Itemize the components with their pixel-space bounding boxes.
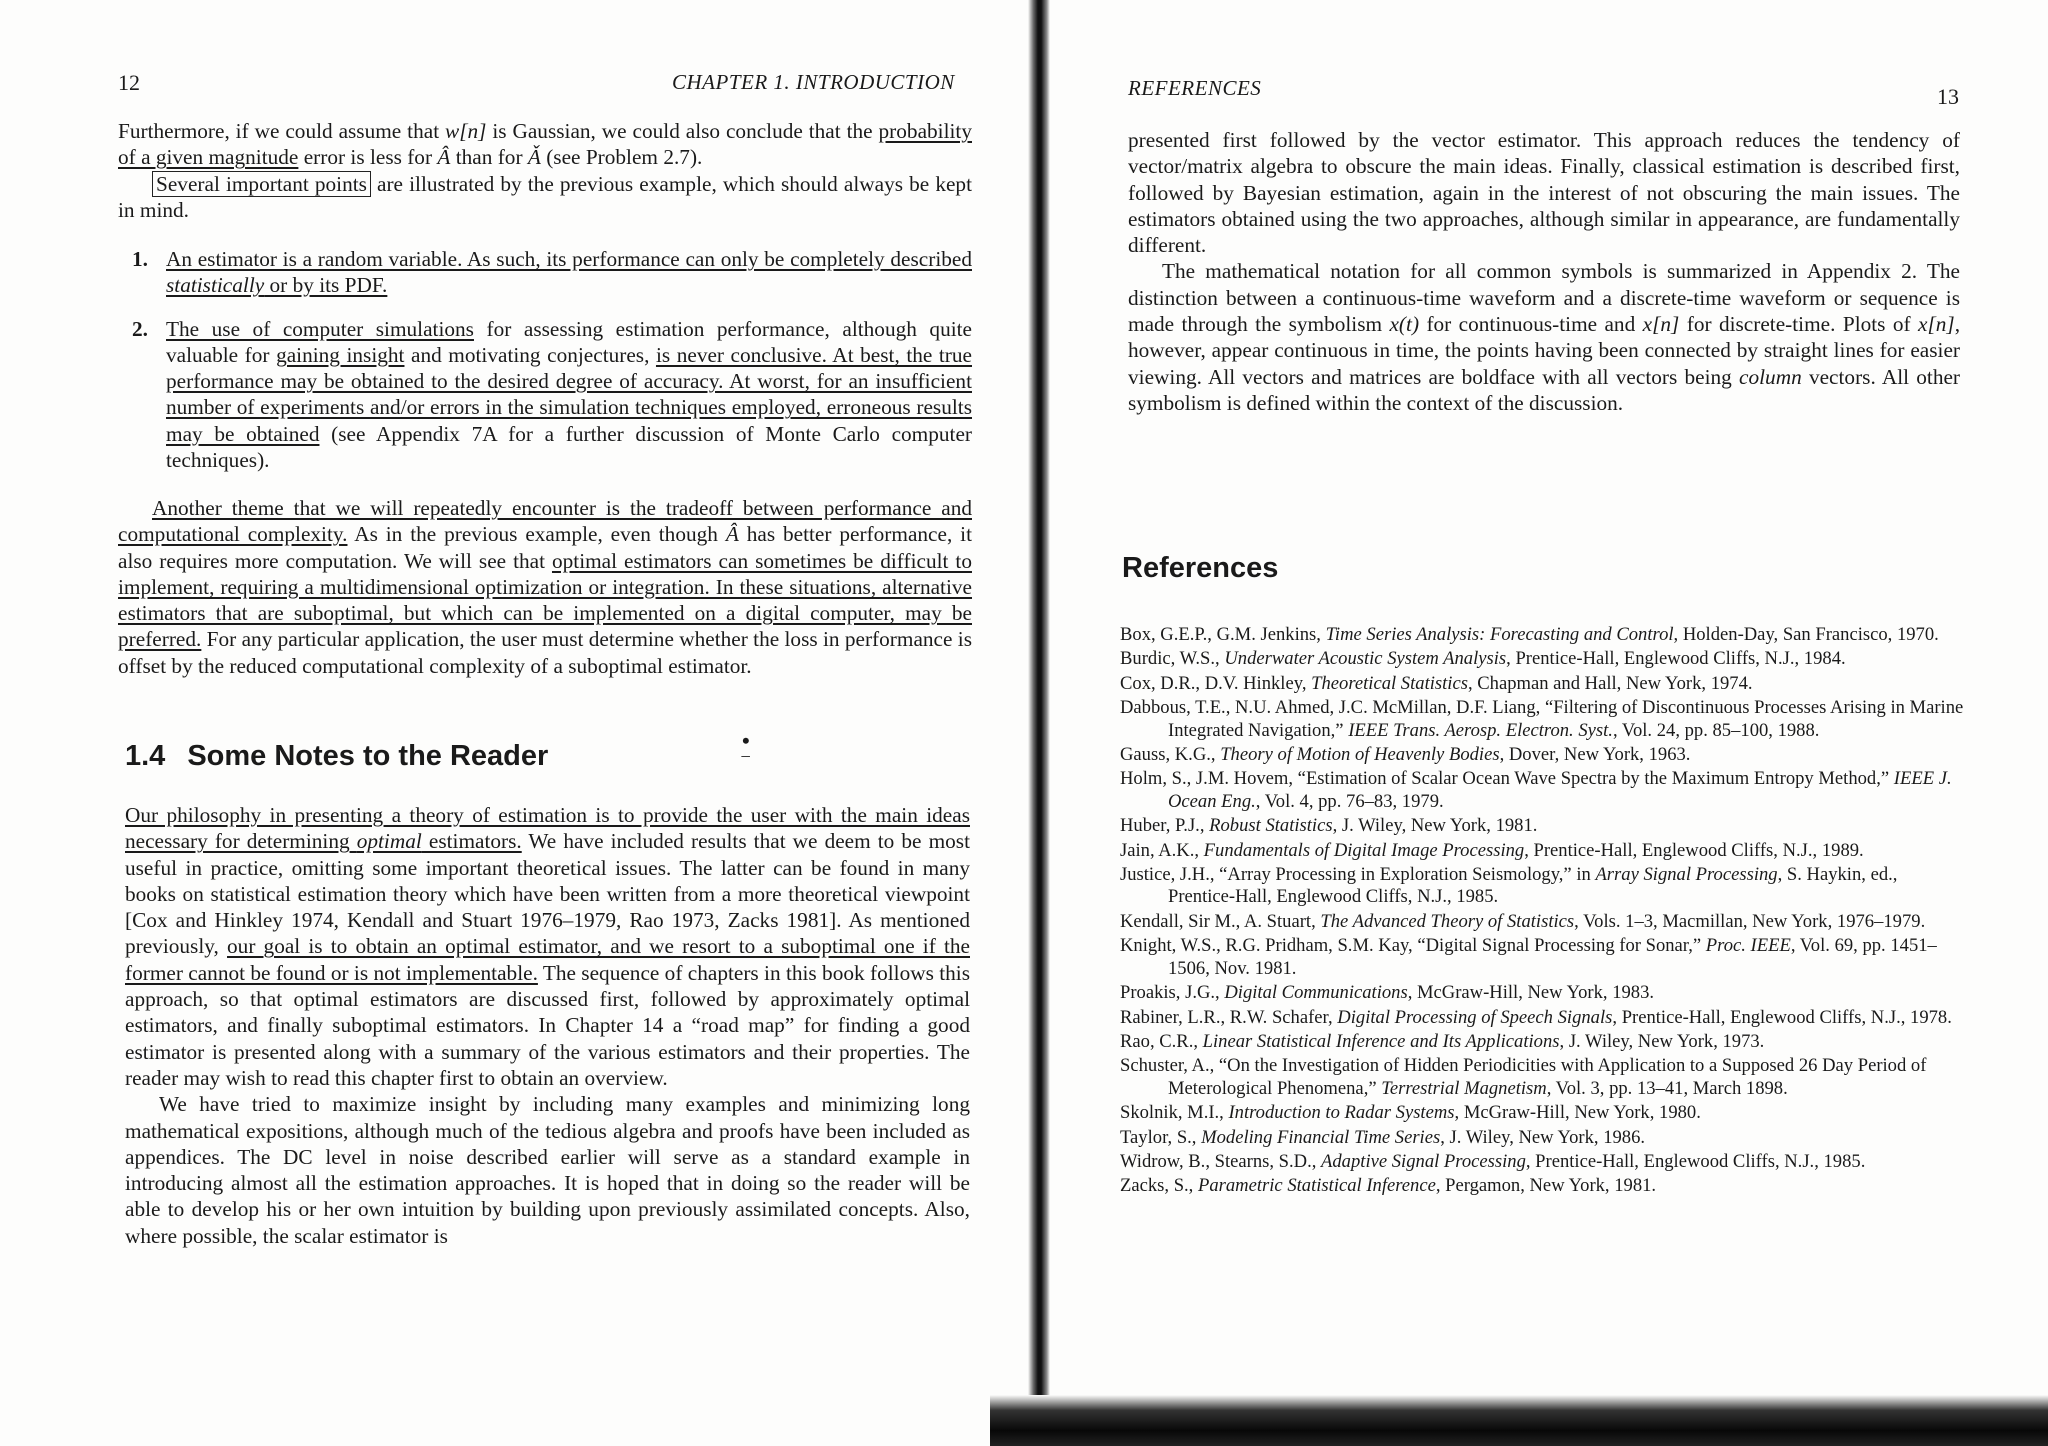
reference-authors: Schuster, A., “On the Investigation of Hidden Periodicities with Application to a Supposed 26 Day Period of Meterological Phenomena,” <box>1120 1055 1927 1099</box>
reference-authors: Justice, J.H., “Array Processing in Exploration Seismology,” in <box>1120 864 1596 886</box>
intro-paragraph <box>118 118 972 223</box>
underlined-text: is never conclusive. At best, the true performance may be obtained to the desired degree of accuracy. At worst, for an insufficient number of experiments and/or errors in the simulation techniques employed, erroneous results may be obtained <box>166 342 972 446</box>
reference-publisher: , Vol. 69, pp. 1451–1506, Nov. 1981. <box>1168 935 1937 979</box>
list-number: 1. <box>132 247 148 271</box>
reference-publisher: , Vols. 1–3, Macmillan, New York, 1976–1979. <box>1574 910 1926 932</box>
reference-publisher: , McGraw-Hill, New York, 1983. <box>1407 982 1655 1004</box>
reference-authors: Taylor, S., <box>1120 1126 1202 1148</box>
math-var: x[n] <box>1642 312 1680 337</box>
emphasis: column <box>1739 364 1802 389</box>
text-span: than for <box>450 145 528 170</box>
reference-publisher: , Holden-Day, San Francisco, 1970. <box>1673 624 1939 645</box>
text-span: for assessing estimation performance, although quite valuable for <box>166 316 972 367</box>
reference-entry <box>1120 935 1968 980</box>
reference-entry <box>1120 1151 1968 1173</box>
reference-authors: Huber, P.J., <box>1120 815 1210 837</box>
reference-entry <box>1120 815 1968 837</box>
reference-title: Digital Communications <box>1224 982 1408 1004</box>
underlined-text: probability of a given magnitude <box>118 119 972 170</box>
reference-publisher: , McGraw-Hill, New York, 1980. <box>1454 1102 1701 1124</box>
reference-authors: Knight, W.S., R.G. Pridham, S.M. Kay, “Digital Signal Processing for Sonar,” <box>1120 935 1706 957</box>
reference-authors: Proakis, J.G., <box>1120 982 1225 1004</box>
list-number: 2. <box>132 316 148 341</box>
reference-publisher: , J. Wiley, New York, 1981. <box>1332 815 1538 837</box>
text-span: Furthermore, if we could assume that <box>118 119 446 143</box>
reference-title: Adaptive Signal Processing <box>1321 1150 1526 1172</box>
section-number: 1.4 <box>125 740 166 772</box>
math-var: w[n] <box>445 119 487 143</box>
underlined-italic-text: statistically <box>166 273 265 298</box>
reference-authors: Rabiner, L.R., R.W. Schafer, <box>1120 1006 1338 1028</box>
reference-entry <box>1120 648 1968 670</box>
math-var: Ǎ <box>527 145 541 170</box>
section-heading <box>125 740 548 773</box>
reference-authors: Jain, A.K., <box>1120 839 1204 861</box>
reference-title: Parametric Statistical Inference <box>1197 1175 1436 1197</box>
text-span: has better performance, it also requires more computation. We will see that <box>118 522 972 573</box>
notes-paragraphs <box>125 802 970 1249</box>
reference-authors: Gauss, K.G., <box>1120 744 1221 766</box>
reference-authors: Skolnik, M.I., <box>1120 1102 1229 1124</box>
underlined-text: The use of computer simulations <box>166 316 474 341</box>
text-span: error is less for <box>298 145 438 170</box>
reference-authors: Cox, D.R., D.V. Hinkley, <box>1120 672 1312 694</box>
reference-publisher: , S. Haykin, ed., Prentice-Hall, Englewood Cliffs, N.J., 1985. <box>1168 864 1898 908</box>
math-var: Â <box>437 145 451 170</box>
reference-publisher: , Prentice-Hall, Englewood Cliffs, N.J., 1978. <box>1612 1006 1952 1028</box>
reference-entry <box>1120 1055 1968 1100</box>
underlined-text: our goal is to obtain an optimal estimator, and we resort to a suboptimal one if the former cannot be found or is not implementable. <box>125 934 970 985</box>
right-page <box>1050 0 2048 1446</box>
running-head: CHAPTER 1. INTRODUCTION <box>672 70 955 94</box>
references-heading: References <box>1122 552 1279 584</box>
reference-title: Fundamentals of Digital Image Processing <box>1203 839 1525 861</box>
reference-title: Array Signal Processing <box>1595 864 1778 886</box>
body-paragraphs <box>1128 127 1960 416</box>
reference-publisher: , Dover, New York, 1963. <box>1499 744 1691 766</box>
reference-publisher: , Pergamon, New York, 1981. <box>1435 1175 1657 1197</box>
reference-entry <box>1120 1102 1968 1124</box>
reference-entry <box>1120 840 1968 862</box>
reference-authors: Zacks, S., <box>1120 1175 1198 1197</box>
running-head: REFERENCES <box>1128 76 1262 100</box>
page-number: 13 <box>1937 84 1959 109</box>
text-span: As in the previous example, even though <box>347 522 726 547</box>
text-span: (see Appendix 7A for a further discussion of Monte Carlo computer techniques). <box>166 421 972 473</box>
references-list <box>1120 624 1968 1200</box>
reference-entry <box>1120 982 1968 1004</box>
text-span: The sequence of chapters in this book follows this approach, so that optimal estimators are discussed first, followed by approximately optimal estimators, and finally suboptimal estimators. In Chapter 14 a “road map” for finding a good estimator is presented along with a summary of the various estimators and their properties. The reader may wish to read this chapter first to obtain an overview. <box>125 960 970 1090</box>
reference-authors: Widrow, B., Stearns, S.D., <box>1120 1150 1322 1172</box>
text-span: The mathematical notation for all common symbols is summarized in Appendix 2. The distinction between a continuous-time waveform and a discrete-time waveform or sequence is made through the symbolism <box>1128 259 1960 337</box>
reference-title: IEEE J. Ocean Eng. <box>1168 768 1952 812</box>
underlined-text: Another theme that we will repeatedly encounter is the tradeoff between performance and computational complexity. <box>118 496 972 547</box>
reference-publisher: , Prentice-Hall, Englewood Cliffs, N.J., 1985. <box>1525 1150 1866 1172</box>
math-var: Â <box>725 522 739 547</box>
reference-entry <box>1120 1007 1968 1029</box>
underlined-text: estimators. <box>421 829 522 854</box>
reference-publisher: , Prentice-Hall, Englewood Cliffs, N.J., 1989. <box>1524 839 1864 861</box>
reference-title: Digital Processing of Speech Signals <box>1337 1006 1613 1028</box>
left-page <box>0 0 1010 1446</box>
reference-publisher: , Vol. 4, pp. 76–83, 1979. <box>1255 790 1444 812</box>
book-spine-shadow <box>1028 0 1050 1446</box>
reference-title: Time Series Analysis: Forecasting and Control <box>1325 624 1674 645</box>
text-span: for discrete-time. Plots of <box>1679 312 1918 337</box>
underlined-text: An estimator is a random variable. As such, its performance can only be completely described <box>166 247 972 271</box>
reference-authors: Dabbous, T.E., N.U. Ahmed, J.C. McMillan, D.F. Liang, “Filtering of Discontinuous Processes Arising in Marine Integrated Navigation,” <box>1120 697 1964 741</box>
reference-title: Theory of Motion of Heavenly Bodies <box>1220 744 1500 766</box>
reference-entry <box>1120 911 1968 933</box>
reference-entry <box>1120 1031 1968 1053</box>
reference-publisher: , Prentice-Hall, Englewood Cliffs, N.J., 1984. <box>1506 648 1846 670</box>
paragraph: presented first followed by the vector estimator. This approach reduces the tendency of vector/matrix algebra to obscure the main ideas. Finally, classical estimation is described first, followed by Bayesian estimation, again in the interest of not obscuring the main issues. The estimators obtained using the two approaches, although similar in appearance, are fundamentally different. <box>1128 128 1960 258</box>
reference-publisher: , Chapman and Hall, New York, 1974. <box>1467 672 1753 694</box>
reference-title: Theoretical Statistics <box>1311 672 1468 694</box>
reference-publisher: , J. Wiley, New York, 1973. <box>1559 1030 1765 1052</box>
page-number: 12 <box>118 70 140 95</box>
reference-entry <box>1120 768 1968 813</box>
margin-mark: • ‾ <box>742 728 750 779</box>
reference-title: Modeling Financial Time Series <box>1201 1126 1441 1148</box>
text-span: and motivating conjectures, <box>404 342 656 367</box>
underlined-text: optimal estimators can sometimes be difficult to implement, requiring a multidimensional optimization or integration. In these situations, alternative estimators that are suboptimal, but which can be implemented on a digital computer, may be preferred. <box>118 548 972 652</box>
math-var: x[n] <box>1918 312 1955 337</box>
reference-title: Proc. IEEE <box>1705 935 1791 957</box>
reference-publisher: , Vol. 24, pp. 85–100, 1988. <box>1612 719 1820 741</box>
reference-publisher: , J. Wiley, New York, 1986. <box>1440 1126 1646 1148</box>
section-title: Some Notes to the Reader <box>187 740 549 772</box>
underlined-text: Our philosophy in presenting a theory of estimation is to provide the user with the main ideas necessary for determining <box>125 803 970 854</box>
underlined-text: or by its PDF. <box>264 273 388 298</box>
math-var: x(t) <box>1389 312 1420 337</box>
key-points-list <box>118 246 972 490</box>
reference-authors: Rao, C.R., <box>1120 1030 1203 1052</box>
reference-authors: Box, G.E.P., G.M. Jenkins, <box>1120 624 1326 645</box>
reference-publisher: , Vol. 3, pp. 13–41, March 1898. <box>1546 1077 1788 1099</box>
theme-paragraph <box>118 495 972 679</box>
reference-entry <box>1120 1127 1968 1149</box>
boxed-text: Several important points <box>152 171 371 197</box>
reference-entry <box>1120 864 1968 909</box>
text-span: For any particular application, the user must determine whether the loss in performance is offset by the reduced computational complexity of a suboptimal estimator. <box>118 627 972 678</box>
text-span: for continuous-time and <box>1419 312 1643 337</box>
reference-entry <box>1120 744 1968 766</box>
text-span: vectors. All other symbolism is defined within the context of the discussion. <box>1128 364 1961 415</box>
reference-entry <box>1120 697 1968 742</box>
reference-entry <box>1120 1175 1968 1197</box>
reference-title: Linear Statistical Inference and Its Applications <box>1202 1030 1560 1052</box>
underlined-text: gaining insight <box>276 342 405 367</box>
reference-entry <box>1120 624 1968 646</box>
reference-title: The Advanced Theory of Statistics <box>1320 910 1575 932</box>
paragraph: We have tried to maximize insight by including many examples and minimizing long mathematical expositions, although much of the tedious algebra and proofs have been included as appendices. The DC level in noise described earlier will serve as a standard example in introducing almost all the estimation approaches. It is hoped that in doing so the reader will be able to develop his or her own intuition by building upon previously assimilated concepts. Also, where possible, the scalar estimator is <box>125 1092 970 1248</box>
list-item <box>118 316 972 474</box>
reference-authors: Burdic, W.S., <box>1120 648 1225 670</box>
reference-title: Introduction to Radar Systems <box>1228 1102 1455 1124</box>
reference-authors: Holm, S., J.M. Hovem, “Estimation of Scalar Ocean Wave Spectra by the Maximum Entropy Method,” <box>1120 768 1894 790</box>
text-span: are illustrated by the previous example, which should always be kept in mind. <box>118 171 972 222</box>
reference-entry <box>1120 673 1968 695</box>
reference-title: IEEE Trans. Aerosp. Electron. Syst. <box>1348 719 1613 741</box>
text-span: We have included results that we deem to be most useful in practice, omitting some important theoretical issues. The latter can be found in many books on statistical estimation theory which have been written from a more theoretical viewpoint [Cox and Hinkley 1974, Kendall and Stuart 1976–1979, Rao 1973, Zacks 1981]. As mentioned previously, <box>125 829 970 959</box>
underlined-italic-text: optimal <box>356 829 422 854</box>
reference-title: Terrestrial Magnetism <box>1381 1077 1547 1099</box>
text-span: is Gaussian, we could also conclude that the <box>486 119 873 143</box>
text-span: (see Problem 2.7). <box>540 145 703 170</box>
text-span: , however, appear continuous in time, the points having been connected by straight lines for easier viewing. All vectors and matrices are boldface with all vectors being <box>1128 312 1961 389</box>
reference-title: Robust Statistics <box>1209 815 1333 837</box>
reference-title: Underwater Acoustic System Analysis <box>1224 648 1507 670</box>
list-item <box>118 246 972 299</box>
reference-authors: Kendall, Sir M., A. Stuart, <box>1120 910 1321 932</box>
